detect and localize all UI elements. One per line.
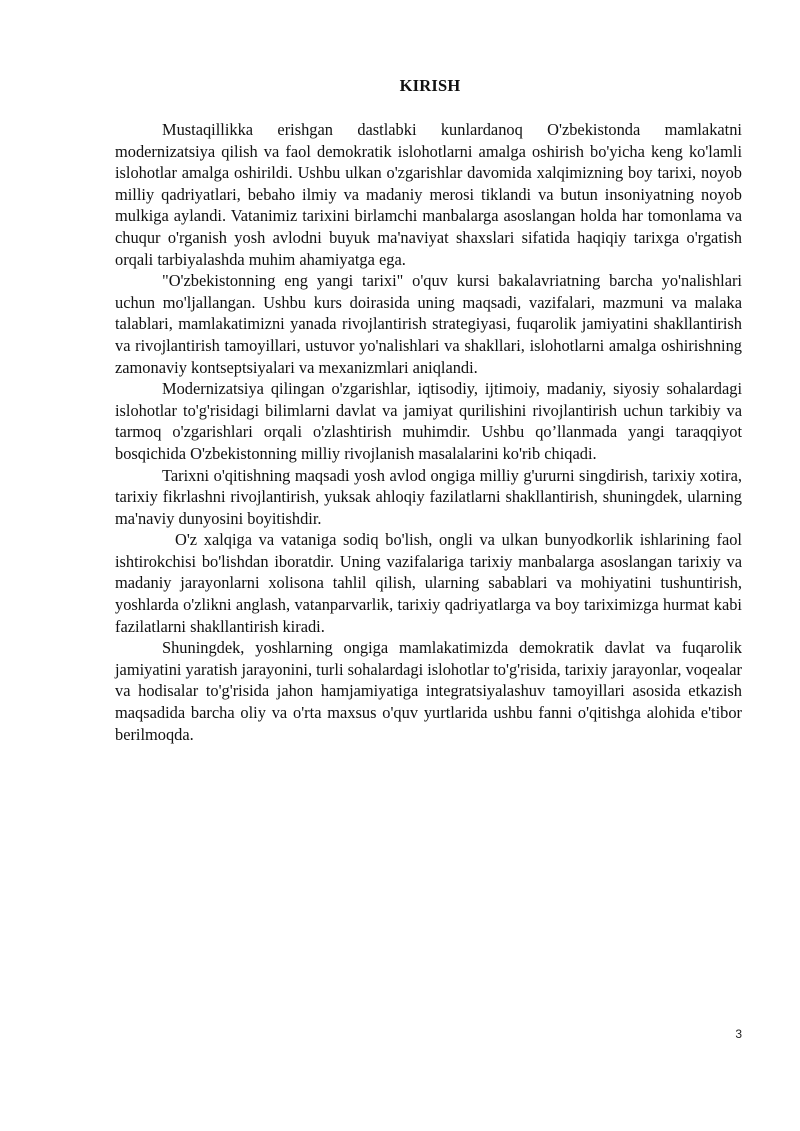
paragraph-1: Mustaqillikka erishgan dastlabki kunlardanoq O'zbekistonda mamlakatni modernizatsiya qilish va faol demokratik islohotlarni amalga oshirish bo'yicha keng ko'lamli islohotlar amalga oshirildi. Ushbu ulkan o'zgarishlar davomida xalqimizning boy tarixi, noyob milliy qadriyatlari, bebaho ilmiy va madaniy merosi tiklandi va butun insoniyatning noyob mulkiga aylandi. Vatanimiz tarixini birlamchi manbalarga asoslangan holda har tomonlama va chuqur o'rganish yosh avlodni buyuk ma'naviyat shaxslari sifatida haqiqiy tarixga o'rgatish orqali tarbiyalashda muhim ahamiyatga ega. <box>115 120 742 269</box>
paragraph-4: Tarixni o'qitishning maqsadi yosh avlod ongiga milliy g'ururni singdirish, tarixiy xotira, tarixiy fikrlashni rivojlantirish, yuksak ahloqiy fazilatlarni shakllantirish, shuningdek, ularning ma'naviy dunyosini boyitishdir. <box>115 465 742 528</box>
page-title: KIRISH <box>399 76 461 95</box>
paragraph-6: Shuningdek, yoshlarning ongiga mamlakatimizda demokratik davlat va fuqarolik jamiyatini yaratish jarayonini, turli sohalardagi islohotlar to'g'risida, tarixiy jarayonlar, voqealar va hodisalar to'g'risida jahon hamjamiyatiga integratsiyalashuv tamoyillari asosida etkazish maqsadida barcha oliy va o'rta maxsus o'quv yurtlarida ushbu fanni o'qitishga alohida e'tibor berilmoqda. <box>115 638 742 744</box>
paragraph-3: Modernizatsiya qilingan o'zgarishlar, iqtisodiy, ijtimoiy, madaniy, siyosiy sohalardagi islohotlar to'g'risidagi bilimlarni davlat va jamiyat qurilishini rivojlantirish uchun tarkibiy va tarmoq o'zgarishlari orqali o'zlashtirish muhimdir. Ushbu qo’llanmada yangi taraqqiyot bosqichida O'zbekistonning milliy rivojlanish masalalarini ko'rib chiqadi. <box>115 379 742 463</box>
page-number: 3 <box>735 1027 742 1041</box>
body-text <box>115 119 742 745</box>
paragraph-2: "O'zbekistonning eng yangi tarixi" o'quv kursi bakalavriatning barcha yo'nalishlari uchun mo'ljallangan. Ushbu kurs doirasida uning maqsadi, vazifalari, mazmuni va malaka talablari, mamlakatimizni yanada rivojlantirish strategiyasi, fuqarolik jamiyatini shakllantirish va rivojlantirish tamoyillari, ustuvor yo'nalishlari va shakllari, islohotlarni amalga oshirishning zamonaviy kontseptsiyalari va mexanizmlari aniqlandi. <box>115 271 742 377</box>
paragraph-5: O'z xalqiga va vataniga sodiq bo'lish, ongli va ulkan bunyodkorlik ishlarining faol ishtirokchisi bo'lishdan iboratdir. Uning vazifalariga tarixiy manbalarga asoslangan tarixiy va madaniy jarayonlarni xolisona tahlil qilish, ularning sabablari va mohiyatini tushuntirish, yoshlarda o'zlikni anglash, vatanparvarlik, tarixiy qadriyatlarga va boy tariximizga hurmat kabi fazilatlarni shakllantirish kiradi. <box>115 530 742 636</box>
